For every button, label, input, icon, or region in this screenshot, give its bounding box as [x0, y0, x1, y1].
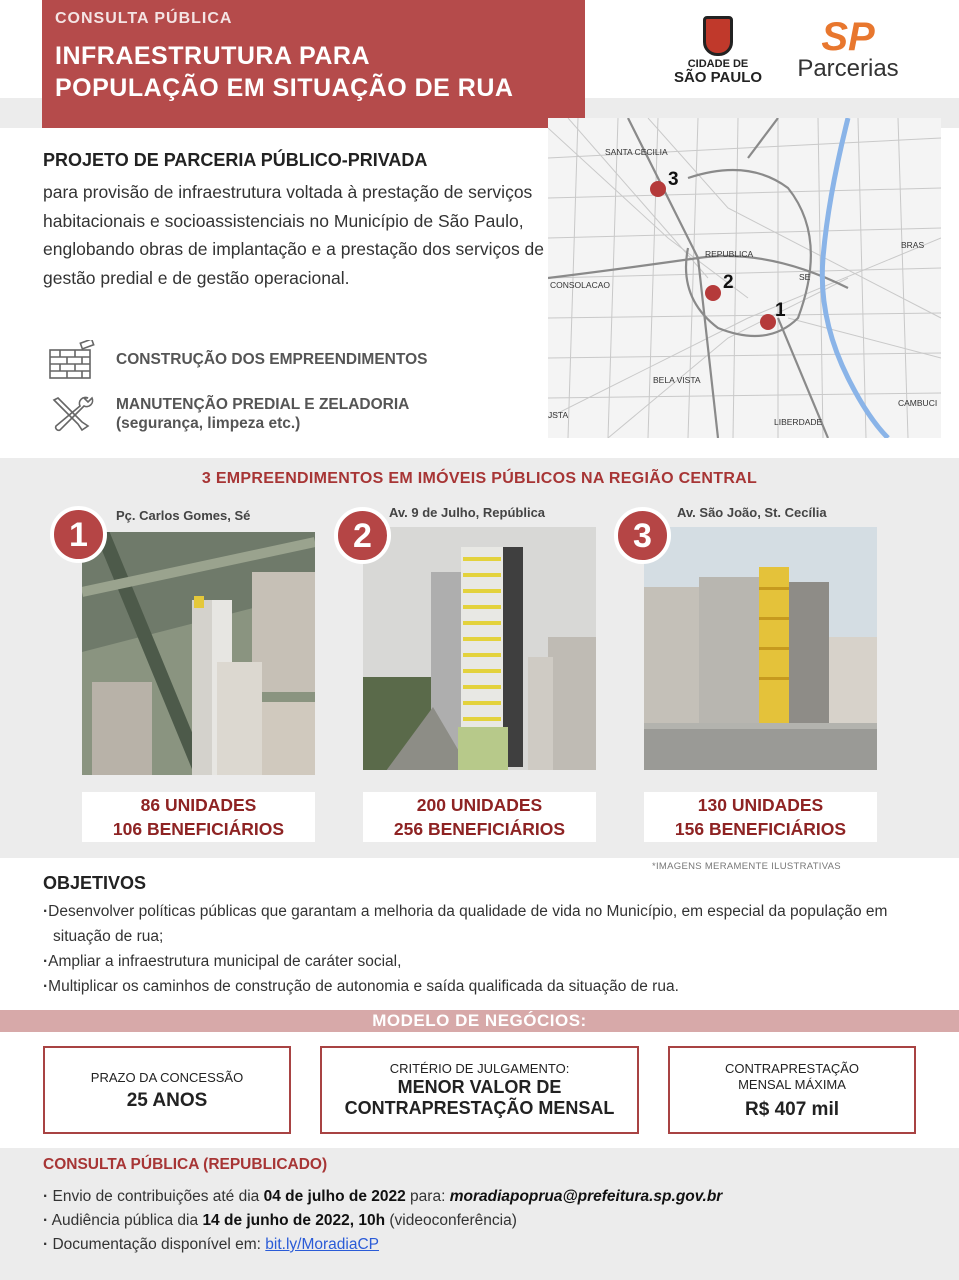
- objectives-list: [43, 899, 903, 999]
- site-photo: [644, 527, 877, 770]
- feature-maintenance: [48, 394, 409, 434]
- eyebrow: CONSULTA PÚBLICA: [55, 10, 233, 27]
- site-number-badge: 3: [614, 507, 671, 564]
- list-item: · Multiplicar os caminhos de construção de autonomia e saída qualificada da situação de rua.: [43, 974, 903, 999]
- images-disclaimer: *IMAGENS MERAMENTE ILUSTRATIVAS: [652, 861, 841, 872]
- map-label: JSTA: [548, 410, 569, 420]
- judging-criterion-box: [320, 1046, 639, 1134]
- consultation-heading: CONSULTA PÚBLICA (REPUBLICADO): [43, 1156, 328, 1173]
- map-label: SANTA CECILIA: [605, 147, 668, 157]
- page-title: INFRAESTRUTURA PARA POPULAÇÃO EM SITUAÇÃO DE RUA: [55, 42, 514, 102]
- box-label: PRAZO DA CONCESSÃO: [90, 1069, 244, 1085]
- business-model-heading: MODELO DE NEGÓCIOS:: [0, 1010, 959, 1032]
- site-beneficiaries: 156 BENEFICIÁRIOS: [674, 819, 847, 839]
- box-label: CONTRAPRESTAÇÃO MENSAL MÁXIMA: [724, 1060, 860, 1092]
- objectives-heading: OBJETIVOS: [43, 873, 147, 893]
- site-stats: [644, 792, 877, 842]
- feature-label: MANUTENÇÃO PREDIAL E ZELADORIA: [116, 396, 410, 413]
- box-value: MENOR VALOR DE CONTRAPRESTAÇÃO MENSAL: [344, 1077, 615, 1118]
- site-location: Pç. Carlos Gomes, Sé: [116, 508, 251, 523]
- box-value: 25 ANOS: [126, 1089, 208, 1111]
- site-beneficiaries: 256 BENEFICIÁRIOS: [393, 819, 566, 839]
- site-photo: [82, 532, 315, 775]
- list-item: · Documentação disponível em: bit.ly/MoradiaCP: [43, 1233, 923, 1257]
- site-units: 130 UNIDADES: [697, 795, 824, 815]
- intro-text: para provisão de infraestrutura voltada à prestação de serviços habitacionais e socioassistenciais no Município de São Paulo, englobando obras de implantação e a prestação dos serviços de gestão predial e de gestão operacional.: [43, 182, 545, 288]
- map-pin: [705, 285, 721, 301]
- list-item: · Ampliar a infraestrutura municipal de caráter social,: [43, 949, 903, 974]
- box-label: CRITÉRIO DE JULGAMENTO:: [389, 1061, 570, 1076]
- map-label: LIBERDADE: [774, 417, 823, 427]
- documentation-link[interactable]: bit.ly/MoradiaCP: [265, 1236, 380, 1253]
- city-logo: CIDADE DE SÃO PAULO: [672, 16, 764, 86]
- sp-parcerias-logo: SP Parcerias: [797, 15, 899, 82]
- map-label: REPUBLICA: [705, 249, 754, 259]
- map-label: BRAS: [901, 240, 925, 250]
- brick-wall-icon: [48, 340, 96, 380]
- feature-construction: [48, 340, 427, 380]
- feature-sublabel: (segurança, limpeza etc.): [116, 415, 301, 432]
- map-streets: [548, 118, 941, 438]
- map-label: BELA VISTA: [653, 375, 701, 385]
- map-label: SE: [799, 272, 811, 282]
- site-beneficiaries: 106 BENEFICIÁRIOS: [112, 819, 285, 839]
- map-pin-number: 2: [723, 272, 734, 293]
- sites-heading: 3 EMPREENDIMENTOS EM IMÓVEIS PÚBLICOS NA REGIÃO CENTRAL: [201, 470, 758, 487]
- site-location: Av. 9 de Julho, República: [389, 505, 546, 520]
- site-units: 200 UNIDADES: [416, 795, 543, 815]
- title-box: [42, 0, 585, 128]
- list-item: · Audiência pública dia 14 de junho de 2022, 10h (videoconferência): [43, 1209, 923, 1233]
- tools-icon: [48, 394, 96, 434]
- city-crest-icon: [703, 16, 733, 56]
- location-map: [548, 118, 941, 438]
- map-pin-number: 1: [775, 300, 786, 321]
- site-photo: [363, 527, 596, 770]
- max-payment-box: [668, 1046, 916, 1134]
- contact-email-link[interactable]: moradiapoprua@prefeitura.sp.gov.br: [449, 1188, 723, 1205]
- map-pin: [650, 181, 666, 197]
- site-number-badge: 1: [50, 506, 107, 563]
- map-label: CONSOLACAO: [550, 280, 610, 290]
- map-pin-number: 3: [668, 169, 679, 190]
- map-pin: [760, 314, 776, 330]
- map-label: CAMBUCI: [898, 398, 938, 408]
- intro-heading: PROJETO DE PARCERIA PÚBLICO-PRIVADA: [43, 150, 428, 170]
- list-item: · Envio de contribuições até dia 04 de julho de 2022 para: moradiapoprua@prefeitura.sp.gov.br: [43, 1185, 923, 1209]
- feature-label: CONSTRUÇÃO DOS EMPREENDIMENTOS: [116, 351, 428, 368]
- site-location: Av. São João, St. Cecília: [677, 505, 827, 520]
- site-number-badge: 2: [334, 507, 391, 564]
- site-stats: [363, 792, 596, 842]
- site-units: 86 UNIDADES: [140, 795, 257, 815]
- concession-term-box: [43, 1046, 291, 1134]
- box-value: R$ 407 mil: [745, 1098, 839, 1120]
- site-stats: [82, 792, 315, 842]
- consultation-list: [43, 1185, 923, 1257]
- list-item: · Desenvolver políticas públicas que garantam a melhoria da qualidade de vida no Município, em especial da população em situação de rua;: [43, 899, 903, 949]
